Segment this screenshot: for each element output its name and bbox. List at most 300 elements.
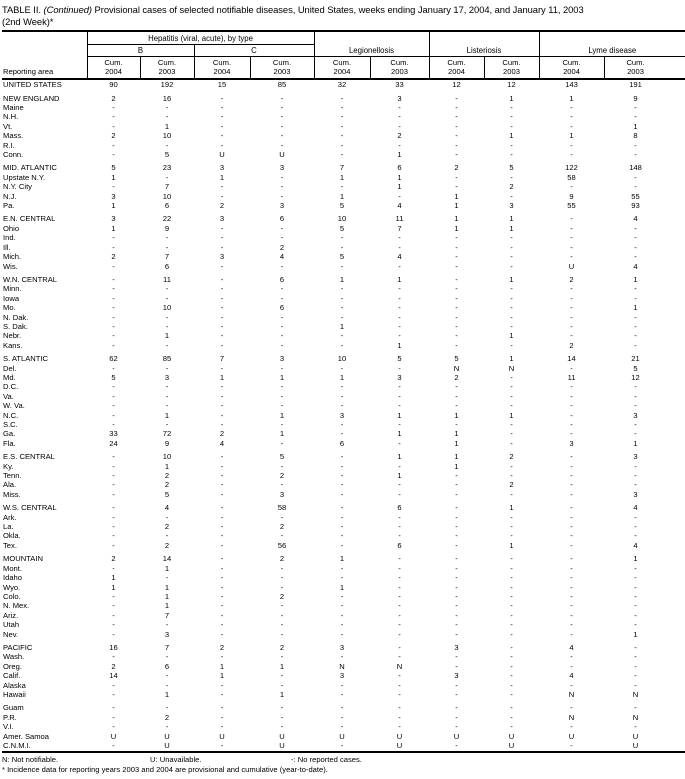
value-cell: - xyxy=(340,140,344,150)
value-cell: - xyxy=(510,652,513,662)
value-cell: - xyxy=(280,401,284,411)
reporting-area-cell: Utah xyxy=(3,620,20,630)
reporting-area-cell: Tex. xyxy=(3,540,17,550)
value-cell: U xyxy=(339,731,345,741)
value-cell: 3 xyxy=(219,252,225,262)
value-cell: - xyxy=(634,103,637,112)
value-cell: - xyxy=(280,620,284,630)
notifiable-diseases-table xyxy=(2,30,685,753)
value-cell: - xyxy=(398,312,401,322)
value-cell: - xyxy=(455,563,458,573)
value-cell: - xyxy=(570,140,573,150)
value-cell: - xyxy=(340,461,344,471)
value-cell: - xyxy=(220,689,224,699)
value-cell: - xyxy=(510,340,513,350)
value-cell: - xyxy=(570,703,573,713)
value-cell: - xyxy=(570,629,573,639)
value-cell: - xyxy=(220,652,224,662)
value-cell: - xyxy=(340,522,344,532)
value-cell: 2 xyxy=(569,274,574,284)
value-cell: - xyxy=(398,331,401,341)
reporting-area-cell: N.Y. City xyxy=(3,182,32,192)
value-cell: - xyxy=(112,121,115,131)
reporting-area-cell: Oreg. xyxy=(3,661,22,671)
value-cell: - xyxy=(112,150,115,160)
value-cell: - xyxy=(398,610,401,620)
value-cell: 9 xyxy=(164,438,170,448)
value-cell: - xyxy=(455,391,458,401)
value-cell: - xyxy=(280,93,284,103)
table-row xyxy=(2,611,685,620)
value-cell: - xyxy=(510,150,513,160)
value-cell: - xyxy=(455,233,458,243)
value-cell: 1 xyxy=(339,191,345,201)
value-cell: - xyxy=(510,191,513,201)
value-cell: 1 xyxy=(164,601,170,611)
value-cell: - xyxy=(634,242,637,252)
value-cell: 1 xyxy=(279,689,285,699)
value-cell: - xyxy=(340,331,344,341)
reporting-area-cell: Upstate N.Y. xyxy=(3,172,46,182)
value-cell: - xyxy=(340,620,344,630)
value-cell: - xyxy=(112,712,115,722)
value-cell: - xyxy=(510,591,513,601)
value-cell: - xyxy=(634,461,637,471)
value-cell: 4 xyxy=(219,438,225,448)
value-cell: - xyxy=(220,363,224,373)
table-row xyxy=(2,662,685,671)
value-cell: 10 xyxy=(337,354,347,364)
value-cell: - xyxy=(398,382,401,392)
value-cell: - xyxy=(280,284,284,294)
value-cell: 1 xyxy=(164,331,170,341)
value-cell: - xyxy=(220,233,224,243)
footnotes xyxy=(2,755,685,774)
value-cell: 4 xyxy=(397,252,402,262)
value-cell: - xyxy=(280,712,284,722)
value-cell: - xyxy=(280,172,284,182)
value-cell: - xyxy=(280,131,284,141)
value-cell: - xyxy=(570,242,573,252)
value-cell: - xyxy=(340,489,344,499)
value-cell: - xyxy=(455,420,458,429)
value-cell: 1 xyxy=(397,410,402,420)
value-cell: - xyxy=(634,140,637,150)
value-cell: - xyxy=(455,503,458,513)
reporting-area-cell: Nev. xyxy=(3,629,19,639)
value-cell: 1 xyxy=(219,661,225,671)
table-row xyxy=(2,243,685,252)
table-row xyxy=(2,373,685,382)
value-cell: U xyxy=(508,731,515,741)
table-row xyxy=(2,439,685,448)
value-cell: 21 xyxy=(631,354,640,364)
value-cell: - xyxy=(340,401,344,411)
value-cell: 22 xyxy=(162,214,172,224)
value-cell: - xyxy=(165,103,169,112)
value-cell: - xyxy=(340,242,344,252)
reporting-area-cell: Iowa xyxy=(3,293,20,303)
value-cell: - xyxy=(455,610,458,620)
value-cell: 1 xyxy=(454,214,459,224)
value-cell: 11 xyxy=(395,214,404,224)
value-cell: N xyxy=(396,661,403,671)
value-cell: - xyxy=(340,312,344,322)
value-cell: - xyxy=(510,401,513,411)
value-cell: - xyxy=(510,629,513,639)
value-cell: U xyxy=(219,731,225,741)
value-cell: 2 xyxy=(279,642,285,652)
value-cell: - xyxy=(280,671,284,681)
value-cell: 6 xyxy=(164,661,170,671)
value-cell: - xyxy=(570,620,573,630)
value-cell: - xyxy=(340,103,344,112)
value-cell: 1 xyxy=(164,591,170,601)
value-cell: - xyxy=(570,461,573,471)
value-cell: 1 xyxy=(339,321,345,331)
value-cell: - xyxy=(220,140,224,150)
table-row xyxy=(2,522,685,531)
value-cell: 16 xyxy=(162,93,172,103)
value-cell: 3 xyxy=(279,163,285,173)
value-cell: - xyxy=(634,522,637,532)
value-cell: - xyxy=(510,601,513,611)
value-cell: - xyxy=(165,233,169,243)
value-cell: - xyxy=(570,480,573,490)
value-cell: U xyxy=(568,261,575,271)
value-cell: - xyxy=(280,182,284,192)
col-header-hepb-cum-2003: Cum. 2003 xyxy=(140,57,194,80)
table-row xyxy=(2,182,685,191)
value-cell: - xyxy=(340,531,344,541)
value-cell: 1 xyxy=(397,471,402,481)
value-cell: - xyxy=(340,420,344,429)
value-cell: - xyxy=(112,620,115,630)
value-cell: - xyxy=(570,410,573,420)
value-cell: - xyxy=(220,471,224,481)
value-cell: 5 xyxy=(633,363,638,373)
value-cell: - xyxy=(510,242,513,252)
value-cell: - xyxy=(165,312,169,322)
value-cell: - xyxy=(398,420,401,429)
value-cell: - xyxy=(455,182,458,192)
value-cell: - xyxy=(280,121,284,131)
value-cell: - xyxy=(634,223,637,233)
reporting-area-cell: Amer. Samoa xyxy=(3,731,50,741)
value-cell: 5 xyxy=(454,354,459,364)
value-cell: 93 xyxy=(631,201,640,211)
value-cell: 1 xyxy=(454,191,459,201)
value-cell: - xyxy=(398,512,401,522)
reporting-area-cell: Mass. xyxy=(3,131,24,141)
value-cell: - xyxy=(165,620,169,630)
value-cell: 1 xyxy=(279,410,285,420)
reporting-area-cell: Ill. xyxy=(3,242,11,252)
value-cell: - xyxy=(280,601,284,611)
value-cell: 2 xyxy=(111,661,116,671)
reporting-area-cell: Wis. xyxy=(3,261,18,271)
value-cell: 4 xyxy=(633,503,638,513)
value-cell: - xyxy=(634,391,637,401)
value-cell: - xyxy=(510,712,513,722)
value-cell: - xyxy=(510,703,513,713)
value-cell: - xyxy=(112,112,115,122)
value-cell: - xyxy=(634,284,637,294)
value-cell: - xyxy=(165,140,169,150)
value-cell: - xyxy=(510,689,513,699)
value-cell: - xyxy=(455,312,458,322)
value-cell: - xyxy=(398,489,401,499)
value-cell: - xyxy=(280,480,284,490)
value-cell: - xyxy=(510,722,513,732)
value-cell: - xyxy=(220,503,224,513)
value-cell: - xyxy=(398,242,401,252)
value-cell: - xyxy=(280,722,284,732)
value-cell: - xyxy=(165,573,169,583)
value-cell: - xyxy=(510,582,513,592)
value-cell: - xyxy=(398,233,401,243)
value-cell: 7 xyxy=(164,610,170,620)
value-cell: 6 xyxy=(279,274,285,284)
value-cell: 2 xyxy=(164,540,170,550)
value-cell: 1 xyxy=(633,629,638,639)
value-cell: - xyxy=(570,214,573,224)
value-cell: 1 xyxy=(111,223,116,233)
value-cell: - xyxy=(634,233,637,243)
value-cell: - xyxy=(220,274,224,284)
table-row xyxy=(2,173,685,182)
value-cell: 1 xyxy=(397,172,402,182)
value-cell: - xyxy=(280,261,284,271)
value-cell: - xyxy=(280,582,284,592)
value-cell: - xyxy=(455,661,458,671)
value-cell: - xyxy=(634,661,637,671)
value-cell: - xyxy=(634,321,637,331)
value-cell: 4 xyxy=(633,540,638,550)
reporting-area-cell: Colo. xyxy=(3,591,21,601)
value-cell: 3 xyxy=(279,489,285,499)
value-cell: - xyxy=(455,103,458,112)
value-cell: - xyxy=(340,689,344,699)
value-cell: 7 xyxy=(164,182,170,192)
value-cell: 1 xyxy=(509,410,514,420)
value-cell: - xyxy=(510,140,513,150)
value-cell: U xyxy=(396,731,403,741)
value-cell: - xyxy=(165,391,169,401)
reporting-area-cell: UNITED STATES xyxy=(3,80,62,90)
table-row xyxy=(2,401,685,410)
table-row xyxy=(2,313,685,322)
value-cell: 6 xyxy=(279,214,285,224)
value-cell: - xyxy=(570,489,573,499)
value-cell: - xyxy=(510,233,513,243)
value-cell: - xyxy=(570,252,573,262)
value-cell: - xyxy=(398,121,401,131)
value-cell: 3 xyxy=(633,410,638,420)
value-cell: - xyxy=(570,503,573,513)
value-cell: - xyxy=(455,652,458,662)
col-header-lis-cum-2003: Cum. 2003 xyxy=(484,57,539,80)
reporting-area-cell: Mo. xyxy=(3,303,16,313)
value-cell: - xyxy=(570,452,573,462)
value-cell: 5 xyxy=(339,252,345,262)
value-cell: - xyxy=(112,703,115,713)
value-cell: - xyxy=(510,391,513,401)
table-row xyxy=(2,103,685,112)
value-cell: - xyxy=(340,391,344,401)
value-cell: - xyxy=(280,140,284,150)
value-cell: - xyxy=(165,652,169,662)
value-cell: - xyxy=(455,680,458,690)
table-row xyxy=(2,639,685,652)
value-cell: - xyxy=(570,293,573,303)
value-cell: U xyxy=(568,731,575,741)
value-cell: - xyxy=(398,620,401,630)
value-cell: - xyxy=(280,703,284,713)
value-cell: 12 xyxy=(631,372,640,382)
reporting-area-cell: Calif. xyxy=(3,671,21,681)
value-cell: - xyxy=(220,401,224,411)
value-cell: 90 xyxy=(109,80,118,90)
value-cell: - xyxy=(510,312,513,322)
value-cell: - xyxy=(280,223,284,233)
value-cell: - xyxy=(340,652,344,662)
value-cell: - xyxy=(340,610,344,620)
value-cell: - xyxy=(510,461,513,471)
value-cell: 1 xyxy=(164,689,170,699)
value-cell: 2 xyxy=(111,554,116,564)
value-cell: - xyxy=(455,382,458,392)
value-cell: 3 xyxy=(339,410,345,420)
value-cell: - xyxy=(455,471,458,481)
value-cell: 9 xyxy=(569,191,574,201)
value-cell: 6 xyxy=(397,540,402,550)
value-cell: - xyxy=(165,671,169,681)
value-cell: U xyxy=(219,150,225,160)
value-cell: - xyxy=(455,540,458,550)
value-cell: - xyxy=(340,540,344,550)
value-cell: - xyxy=(280,680,284,690)
value-cell: 2 xyxy=(164,712,170,722)
table-row xyxy=(2,341,685,350)
reporting-area-cell: Tenn. xyxy=(3,471,22,481)
value-cell: 56 xyxy=(277,540,287,550)
value-cell: - xyxy=(455,140,458,150)
reporting-area-cell: W.S. CENTRAL xyxy=(3,503,57,513)
value-cell: - xyxy=(398,573,401,583)
reporting-area-cell: MID. ATLANTIC xyxy=(3,163,57,173)
value-cell: - xyxy=(165,722,169,732)
value-cell: - xyxy=(570,512,573,522)
value-cell: - xyxy=(220,629,224,639)
value-cell: 62 xyxy=(109,354,118,364)
value-cell: - xyxy=(570,331,573,341)
value-cell: 3 xyxy=(633,452,638,462)
table-row xyxy=(2,550,685,563)
value-cell: - xyxy=(455,331,458,341)
value-cell: - xyxy=(340,703,344,713)
value-cell: - xyxy=(220,703,224,713)
value-cell: 1 xyxy=(509,331,514,341)
value-cell: - xyxy=(194,741,250,752)
table-row xyxy=(2,364,685,373)
value-cell: - xyxy=(455,321,458,331)
reporting-area-cell: C.N.M.I. xyxy=(2,741,87,752)
value-cell: - xyxy=(220,112,224,122)
value-cell: - xyxy=(455,252,458,262)
value-cell: - xyxy=(570,420,573,429)
value-cell: - xyxy=(398,140,401,150)
table-row xyxy=(2,192,685,201)
value-cell: 6 xyxy=(164,201,170,211)
value-cell: - xyxy=(570,284,573,294)
value-cell: - xyxy=(220,191,224,201)
value-cell: - xyxy=(455,712,458,722)
value-cell: - xyxy=(220,340,224,350)
value-cell: 23 xyxy=(162,163,172,173)
value-cell: 58 xyxy=(277,503,287,513)
value-cell: 7 xyxy=(164,642,170,652)
table-row xyxy=(2,732,685,741)
value-cell: - xyxy=(220,103,224,112)
reporting-area-cell: Okla. xyxy=(3,531,21,541)
value-cell: - xyxy=(112,331,115,341)
value-cell: - xyxy=(634,420,637,429)
value-cell: - xyxy=(340,121,344,131)
value-cell: 6 xyxy=(339,438,345,448)
value-cell: - xyxy=(165,420,169,429)
reporting-area-cell: Ark. xyxy=(3,512,17,522)
value-cell: 5 xyxy=(164,150,170,160)
value-cell: 122 xyxy=(565,163,578,173)
value-cell: - xyxy=(112,531,115,541)
value-cell: - xyxy=(455,573,458,583)
value-cell: 3 xyxy=(219,163,225,173)
reporting-area-cell: W.N. CENTRAL xyxy=(3,274,58,284)
value-cell: - xyxy=(165,172,169,182)
value-cell: - xyxy=(455,620,458,630)
reporting-area-cell: Wyo. xyxy=(3,582,21,592)
value-cell: 2 xyxy=(509,452,514,462)
value-cell: 5 xyxy=(339,223,345,233)
value-cell: - xyxy=(340,182,344,192)
value-cell: - xyxy=(165,512,169,522)
value-cell: - xyxy=(634,512,637,522)
value-cell: - xyxy=(455,629,458,639)
value-cell: N xyxy=(568,712,575,722)
value-cell: - xyxy=(634,573,637,583)
reporting-area-cell: Mont. xyxy=(3,563,22,573)
value-cell: - xyxy=(165,531,169,541)
value-cell: - xyxy=(220,293,224,303)
table-row xyxy=(2,620,685,629)
listeriosis-header: Listeriosis xyxy=(429,31,539,57)
value-cell: 10 xyxy=(162,131,172,141)
value-cell: - xyxy=(220,391,224,401)
value-cell: - xyxy=(280,312,284,322)
value-cell: - xyxy=(570,601,573,611)
value-cell: 1 xyxy=(509,131,514,141)
value-cell: 1 xyxy=(397,150,402,160)
value-cell: - xyxy=(570,103,573,112)
value-cell: 1 xyxy=(509,274,514,284)
reporting-area-cell: Idaho xyxy=(3,573,23,583)
reporting-area-cell: P.R. xyxy=(3,712,17,722)
lyme-disease-header: Lyme disease xyxy=(539,31,685,57)
value-cell: - xyxy=(398,722,401,732)
value-cell: - xyxy=(220,223,224,233)
reporting-area-header: Reporting area xyxy=(2,31,87,79)
